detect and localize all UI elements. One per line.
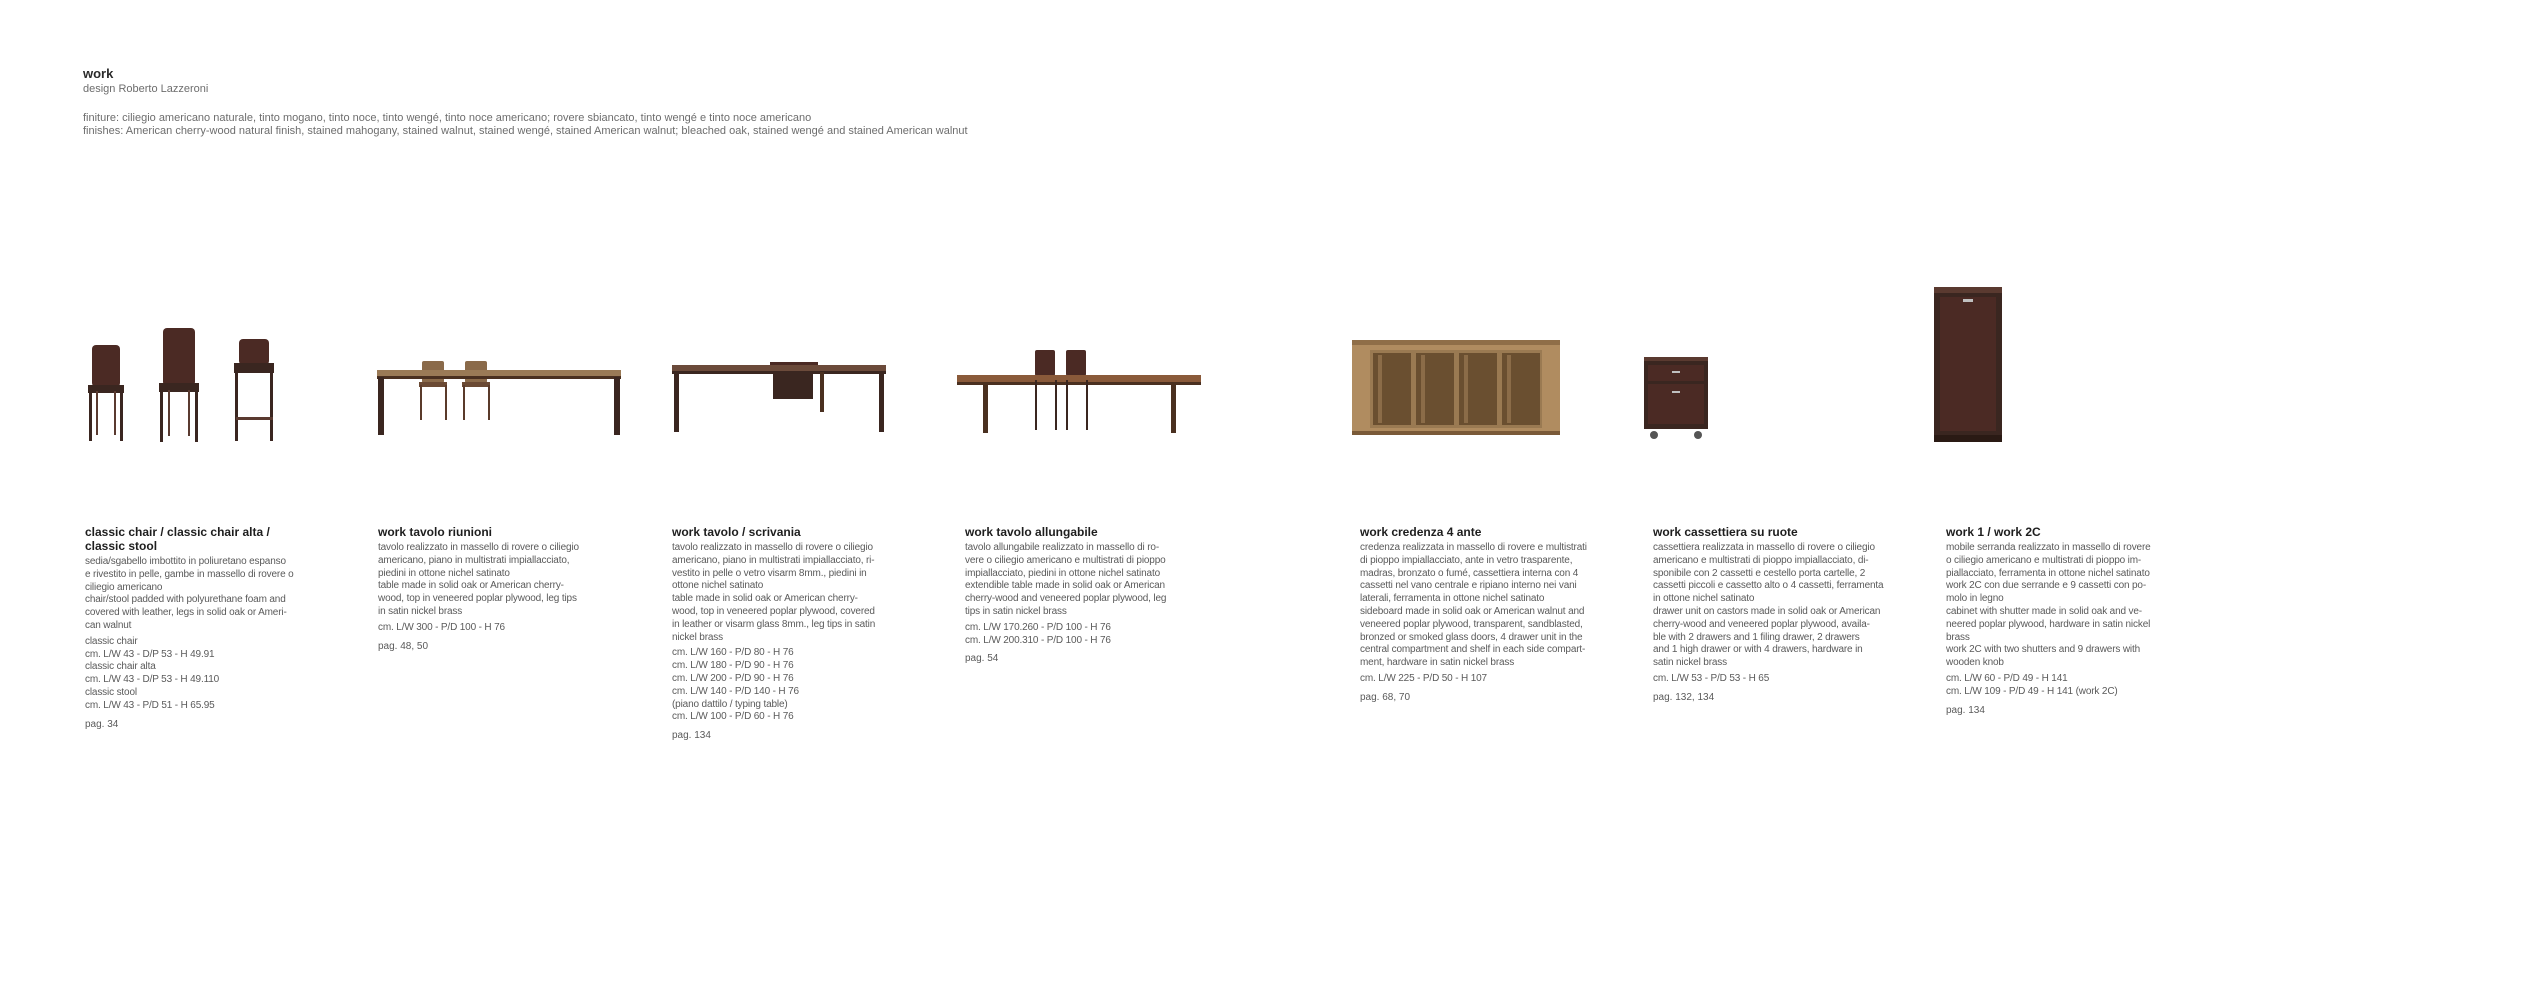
desc-line: tavolo realizzato in massello di rovere o ciliegio	[378, 542, 579, 553]
page-reference: pag. 48, 50	[378, 640, 429, 652]
desc-line: covered with leather, legs in solid oak or Ameri-	[85, 607, 287, 619]
shutter-cabinet-image	[1930, 285, 2010, 445]
dim-line: cm. L/W 43 - P/D 51 - H 65.95	[85, 699, 215, 711]
page-reference: pag. 134	[1946, 704, 1985, 716]
desc-line: nickel brass	[672, 631, 723, 643]
desc-line: work 2C with two shutters and 9 drawers with	[1946, 644, 2141, 656]
desc-line: tavolo allungabile realizzato in massello di ro-	[965, 542, 1160, 553]
page-reference: pag. 132, 134	[1653, 691, 1715, 703]
desc-line: table made in solid oak or American cherry-	[378, 580, 564, 592]
desc-line: wood, top in veneered poplar plywood, leg tips	[378, 593, 577, 605]
designer-credit: design Roberto Lazzeroni	[83, 83, 209, 95]
product-dimensions	[1653, 673, 1893, 686]
product-title-line: work tavolo / scrivania	[672, 525, 801, 539]
product-dimensions	[965, 622, 1193, 648]
dim-line: classic chair alta	[85, 661, 156, 673]
dim-line: cm. L/W 43 - D/P 53 - H 49.110	[85, 674, 220, 686]
desc-line: in leather or visarm glass 8mm., leg tips in satin	[672, 618, 876, 630]
product-classic-chair	[85, 525, 313, 731]
product-title	[965, 525, 1193, 539]
dim-line: cm. L/W 160 - P/D 80 - H 76	[672, 647, 794, 659]
desc-line: impiallacciato, piedini in ottone nichel satinato	[965, 567, 1160, 579]
product-description	[965, 542, 1193, 619]
product-dimensions	[1360, 673, 1600, 686]
dim-line: cm. L/W 100 - P/D 60 - H 76	[672, 711, 794, 723]
dim-line: cm. L/W 180 - P/D 90 - H 76	[672, 660, 794, 672]
product-description	[1360, 542, 1600, 670]
desc-line: drawer unit on castors made in solid oak or American	[1653, 605, 1881, 617]
desc-line: molo in legno	[1946, 593, 2004, 605]
desc-line: madras, bronzato o fumé, cassettiera interna con 4	[1360, 567, 1579, 579]
product-dimensions	[672, 647, 900, 724]
desc-line: americano, piano in multistrati impiallacciato,	[378, 554, 570, 566]
finishes-text: finishes: American cherry-wood natural finish, stained mahogany, stained walnut, stained wengé, stained American walnut; bleached oak, stained wengé and stained American walnut	[83, 125, 968, 137]
desc-line: extendible table made in solid oak or American	[965, 580, 1165, 592]
product-shutter-cabinet	[1946, 525, 2186, 717]
desc-line: sideboard made in solid oak or American walnut and	[1360, 605, 1585, 617]
dim-line: cm. L/W 53 - P/D 53 - H 65	[1653, 672, 1770, 684]
desc-line: e rivestito in pelle, gambe in massello di rovere o	[85, 568, 294, 580]
page-reference: pag. 68, 70	[1360, 691, 1411, 703]
desc-line: wooden knob	[1946, 657, 2004, 669]
desc-line: table made in solid oak or American cherry-	[672, 593, 858, 605]
product-meeting-table	[378, 525, 606, 653]
desc-line: o ciliegio americano e multistrati di pioppo im-	[1946, 554, 2142, 566]
desc-line: ble with 2 drawers and 1 filing drawer, 2 drawers	[1653, 631, 1860, 643]
dim-line: classic chair	[85, 635, 138, 647]
dim-line: classic stool	[85, 686, 137, 698]
dim-line: cm. L/W 170.260 - P/D 100 - H 76	[965, 621, 1111, 633]
product-title-line: work tavolo allungabile	[965, 525, 1098, 539]
desc-line: sedia/sgabello imbottito in poliuretano espanso	[85, 556, 286, 567]
product-title-line: work cassettiera su ruote	[1653, 525, 1798, 539]
header-block	[83, 66, 968, 137]
finiture-text: finiture: ciliegio americano naturale, tinto mogano, tinto noce, tinto wengé, tinto noce americano; rovere sbiancato, tinto wengé e tinto noce americano	[83, 112, 812, 124]
desc-line: chair/stool padded with polyurethane foam and	[85, 594, 286, 606]
product-description	[85, 556, 313, 633]
product-title-line: work tavolo riunioni	[378, 525, 493, 539]
product-dimensions	[85, 636, 313, 713]
desk-image	[670, 357, 890, 442]
product-extendible-table	[965, 525, 1193, 665]
product-title-line: work 1 / work 2C	[1946, 525, 2041, 539]
desc-line: ciliegio americano	[85, 581, 163, 593]
extendible-table-image	[955, 345, 1205, 445]
desc-line: in ottone nichel satinato	[1653, 593, 1755, 605]
dim-line: cm. L/W 300 - P/D 100 - H 76	[378, 621, 505, 633]
meeting-table-image	[375, 355, 625, 450]
desc-line: central compartment and shelf in each side compart-	[1360, 644, 1586, 656]
product-description	[378, 542, 606, 619]
product-title	[85, 525, 313, 553]
product-dimensions	[1946, 673, 2186, 699]
product-description	[1946, 542, 2186, 670]
dim-line: (piano dattilo / typing table)	[672, 698, 788, 710]
desc-line: ment, hardware in satin nickel brass	[1360, 657, 1515, 669]
sideboard-image	[1350, 335, 1565, 440]
desc-line: cherry-wood and veneered poplar plywood, leg	[965, 593, 1167, 605]
product-title	[1653, 525, 1893, 539]
product-title-line: classic stool	[85, 539, 158, 553]
collection-title: work	[83, 66, 114, 81]
desc-line: in satin nickel brass	[378, 605, 463, 617]
desc-line: credenza realizzata in massello di rovere e multistrati	[1360, 542, 1587, 553]
desc-line: bronzed or smoked glass doors, 4 drawer unit in the	[1360, 631, 1583, 643]
classic-chair-image	[80, 325, 290, 450]
dim-line: cm. L/W 140 - P/D 140 - H 76	[672, 685, 799, 697]
desc-line: brass	[1946, 631, 1970, 643]
product-title-line: work credenza 4 ante	[1360, 525, 1482, 539]
product-sideboard	[1360, 525, 1600, 704]
desc-line: can walnut	[85, 619, 132, 631]
desc-line: tips in satin nickel brass	[965, 605, 1067, 617]
desc-line: satin nickel brass	[1653, 657, 1727, 669]
product-description	[1653, 542, 1893, 670]
dim-line: cm. L/W 109 - P/D 49 - H 141 (work 2C)	[1946, 685, 2118, 697]
product-title-line: classic chair / classic chair alta /	[85, 525, 270, 539]
page-reference: pag. 54	[965, 653, 999, 665]
desc-line: ottone nichel satinato	[672, 580, 764, 592]
dim-line: cm. L/W 200 - P/D 90 - H 76	[672, 672, 794, 684]
page-reference: pag. 134	[672, 730, 711, 742]
dim-line: cm. L/W 225 - P/D 50 - H 107	[1360, 672, 1487, 684]
product-title	[672, 525, 900, 539]
drawer-unit-image	[1640, 355, 1715, 445]
dim-line: cm. L/W 43 - D/P 53 - H 49.91	[85, 648, 215, 660]
desc-line: vestito in pelle o vetro visarm 8mm., piedini in	[672, 567, 867, 579]
product-drawer-unit	[1653, 525, 1893, 704]
desc-line: piallacciato, ferramenta in ottone nichel satinato	[1946, 567, 2150, 579]
desc-line: laterali, ferramenta in ottone nichel satinato	[1360, 593, 1545, 605]
product-title	[1946, 525, 2186, 539]
desc-line: cabinet with shutter made in solid oak and ve-	[1946, 605, 2142, 617]
desc-line: cassettiera realizzata in massello di rovere o ciliegio	[1653, 542, 1875, 553]
desc-line: wood, top in veneered poplar plywood, covered	[672, 605, 875, 617]
desc-line: veneered poplar plywood, transparent, sandblasted,	[1360, 618, 1583, 630]
desc-line: sponibile con 2 cassetti e cestello porta cartelle, 2	[1653, 567, 1866, 579]
desc-line: tavolo realizzato in massello di rovere o ciliegio	[672, 542, 873, 553]
desc-line: mobile serranda realizzato in massello di rovere	[1946, 542, 2151, 553]
product-dimensions	[378, 622, 606, 635]
desc-line: di pioppo impiallacciato, ante in vetro trasparente,	[1360, 554, 1573, 566]
desc-line: cassetti piccoli e cassetto alto o 4 cassetti, ferramenta	[1653, 580, 1884, 592]
desc-line: and 1 high drawer or with 4 drawers, hardware in	[1653, 644, 1863, 656]
desc-line: americano e multistrati di pioppo impiallacciato, di-	[1653, 554, 1869, 566]
dim-line: cm. L/W 200.310 - P/D 100 - H 76	[965, 634, 1111, 646]
product-desk	[672, 525, 900, 742]
product-title	[1360, 525, 1600, 539]
desc-line: work 2C con due serrande e 9 cassetti con po-	[1946, 580, 2147, 592]
desc-line: neered poplar plywood, hardware in satin nickel	[1946, 618, 2151, 630]
desc-line: americano, piano in multistrati impiallacciato, ri-	[672, 554, 875, 566]
desc-line: cherry-wood and veneered poplar plywood, availa-	[1653, 618, 1870, 630]
desc-line: vere o ciliegio americano e multistrati di pioppo	[965, 554, 1166, 566]
product-description	[672, 542, 900, 644]
product-title	[378, 525, 606, 539]
desc-line: piedini in ottone nichel satinato	[378, 567, 510, 579]
dim-line: cm. L/W 60 - P/D 49 - H 141	[1946, 672, 2068, 684]
page-reference: pag. 34	[85, 718, 119, 730]
desc-line: cassetti nel vano centrale e ripiano interno nei vani	[1360, 580, 1577, 592]
